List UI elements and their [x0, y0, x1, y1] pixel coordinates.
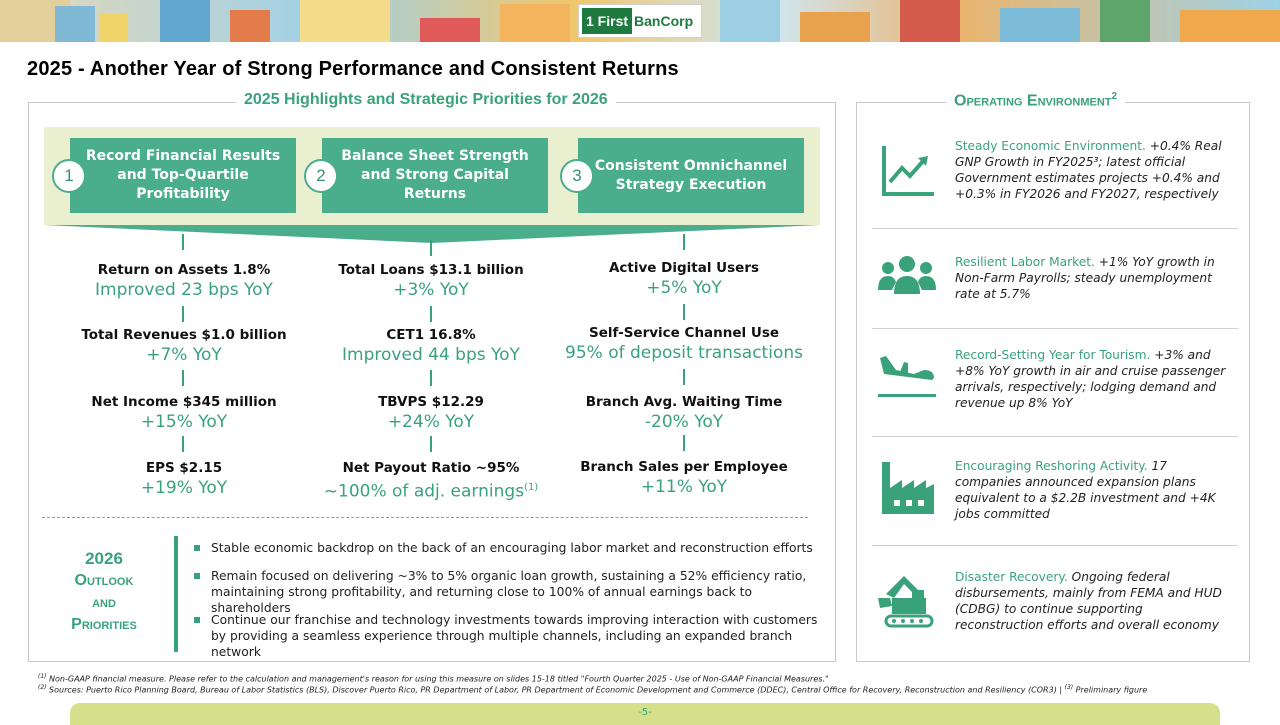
env-item-labor [955, 254, 1227, 302]
metric-value: +24% YoY [387, 412, 475, 432]
metric-total-loans [306, 262, 556, 301]
metric-active-digital-users [559, 260, 809, 299]
metric-label: Net Income $345 million [91, 394, 277, 410]
metric-tbvps [306, 394, 556, 433]
connector [683, 369, 685, 385]
pillar-number-1: 1 [52, 159, 86, 193]
env-body: +1% YoY growth in Non-Farm Payrolls; steady unemployment rate at 5.7% [955, 255, 1215, 301]
footnote-text: Non-GAAP financial measure. Please refer to the calculation and management's reason for using this measure on slides 15-18 titled "Fourth Quarter 2025 - Use of Non-GAAP Financial Measures." [49, 674, 829, 684]
logo-name: BanCorp [634, 13, 694, 29]
env-body: Ongoing federal disbursements, mainly from FEMA and HUD (CDBG) to continue supporting reconstruction efforts and overall economy [955, 570, 1222, 632]
connector [430, 370, 432, 386]
connector [182, 234, 184, 250]
connector [182, 436, 184, 452]
outlook-bullet [194, 568, 824, 616]
footnote-1 [38, 673, 829, 684]
outlook-bar [174, 536, 178, 652]
growth-chart-icon [874, 138, 940, 204]
section-divider [42, 517, 808, 518]
metric-label: CET1 16.8% [386, 327, 476, 343]
logo-mark: 1 First [582, 8, 632, 34]
env-head: Disaster Recovery. [955, 570, 1068, 584]
connector [182, 306, 184, 322]
metric-return-on-assets [59, 262, 309, 301]
outlook-bullet [194, 612, 824, 660]
outlook-line1: Outlook [74, 572, 134, 589]
pillar-balance-sheet: Balance Sheet Strength and Strong Capital Returns [322, 138, 548, 213]
metric-total-revenues [59, 327, 309, 366]
pillar-financial-results: Record Financial Results and Top-Quartile Profitability [70, 138, 296, 213]
env-item-disaster-recovery [955, 569, 1227, 633]
metric-label: TBVPS $12.29 [378, 394, 484, 410]
people-group-icon [874, 244, 940, 310]
metric-label: Total Loans $13.1 billion [338, 262, 524, 278]
metric-label: Branch Sales per Employee [580, 459, 788, 475]
connector [683, 304, 685, 320]
env-separator [872, 328, 1238, 329]
connector [430, 436, 432, 452]
airplane-landing-icon [874, 344, 940, 410]
metric-value: +3% YoY [393, 280, 469, 300]
metric-label: Self-Service Channel Use [588, 325, 780, 341]
metric-value [306, 477, 556, 503]
company-logo [578, 4, 702, 38]
metric-eps [59, 460, 309, 499]
bullet-marker [194, 573, 200, 579]
env-body: +3% and +8% YoY growth in air and cruise passenger arrivals, respectively; lodging demand and revenue up 8% YoY [955, 348, 1226, 410]
footnote-ref: 2 [1111, 91, 1118, 102]
pillar-number-2: 2 [304, 159, 338, 193]
outlook-bullet [194, 540, 824, 556]
outlook-year: 2026 [85, 549, 123, 568]
bullet-text: Stable economic backdrop on the back of an encouraging labor market and reconstruction efforts [211, 541, 813, 555]
metric-value: 95% of deposit transactions [565, 343, 803, 363]
excavator-icon [874, 568, 940, 634]
env-separator [872, 545, 1238, 546]
footnote-text: Preliminary figure [1075, 685, 1148, 695]
footnote-mark: (3) [1064, 684, 1074, 691]
metric-label: Net Payout Ratio ~95% [342, 460, 520, 476]
pillar-omnichannel: Consistent Omnichannel Strategy Execution [578, 138, 804, 213]
metric-value: +5% YoY [646, 278, 722, 298]
metric-label: Return on Assets 1.8% [97, 262, 271, 278]
env-item-reshoring [955, 458, 1227, 522]
metric-value-text: ~100% of adj. earnings [323, 481, 525, 502]
env-head: Record-Setting Year for Tourism. [955, 348, 1151, 362]
metric-branch-sales [559, 459, 809, 498]
operating-environment-title-text: Operating Environment [954, 92, 1112, 110]
connector [430, 240, 432, 256]
outlook-line2: and [92, 594, 116, 611]
env-head: Resilient Labor Market. [955, 255, 1095, 269]
env-separator [872, 436, 1238, 437]
page-title: 2025 - Another Year of Strong Performance and Consistent Returns [27, 58, 679, 80]
metric-label: Active Digital Users [608, 260, 760, 276]
metric-net-income [59, 394, 309, 433]
connector [430, 306, 432, 322]
metric-value: -20% YoY [644, 412, 724, 432]
metric-value: +15% YoY [140, 412, 228, 432]
footnote-mark: (2) [38, 684, 47, 691]
env-body: 17 companies announced expansion plans equivalent to a $2.2B investment and +4K jobs committed [955, 459, 1216, 521]
metric-label: EPS $2.15 [145, 460, 223, 476]
connector [182, 370, 184, 386]
bullet-marker [194, 617, 200, 623]
metric-value: +7% YoY [146, 345, 222, 365]
pillar-number-3: 3 [560, 159, 594, 193]
highlights-title: 2025 Highlights and Strategic Priorities for 2026 [236, 91, 616, 109]
bullet-text: Continue our franchise and technology investments towards improving interaction with customers by providing a seamless experience through multiple channels, including an expanded branch network [211, 613, 818, 659]
metric-branch-waiting-time [559, 394, 809, 433]
metric-value: +11% YoY [640, 477, 728, 497]
page-number-bar [70, 703, 1220, 725]
metric-value: Improved 44 bps YoY [342, 345, 520, 365]
metric-self-service [559, 325, 809, 364]
bullet-text: Remain focused on delivering ~3% to 5% organic loan growth, sustaining a 52% efficiency ratio, maintaining strong profitability, and returning close to 100% of annual earnings back to shareholders [211, 569, 807, 615]
bullet-marker [194, 545, 200, 551]
metric-value: Improved 23 bps YoY [95, 280, 273, 300]
factory-icon [874, 454, 940, 520]
footnote-text: Sources: Puerto Rico Planning Board, Bureau of Labor Statistics (BLS), Discover Puerto Rico, PR Department of Labor, PR Department of Economic Development and Commerce (DDEC), Central Office for Recovery, Reconstruction and Resiliency (COR3) | [49, 685, 1063, 695]
env-head: Steady Economic Environment. [955, 139, 1146, 153]
env-item-economy [955, 138, 1227, 202]
metric-cet1 [306, 327, 556, 366]
pillars-funnel [44, 225, 820, 245]
operating-environment-title [946, 91, 1125, 110]
metric-net-payout-ratio [306, 460, 556, 503]
env-head: Encouraging Reshoring Activity. [955, 459, 1148, 473]
connector [683, 435, 685, 451]
footnote-mark: (1) [38, 673, 47, 680]
metric-label: Total Revenues $1.0 billion [81, 327, 287, 343]
env-body: +0.4% Real GNP Growth in FY2025³; latest official Government estimates projects +0.4% and +0.3% in FY2026 and FY2027, respectively [955, 139, 1222, 201]
page-number: -5- [638, 707, 652, 718]
env-separator [872, 228, 1238, 229]
outlook-heading [56, 548, 152, 636]
connector [683, 234, 685, 250]
env-item-tourism [955, 347, 1227, 411]
footnote-2 [38, 684, 1147, 695]
metric-label: Branch Avg. Waiting Time [585, 394, 783, 410]
footnote-ref: (1) [524, 482, 539, 493]
metric-value: +19% YoY [140, 478, 228, 498]
outlook-line3: Priorities [71, 616, 137, 633]
